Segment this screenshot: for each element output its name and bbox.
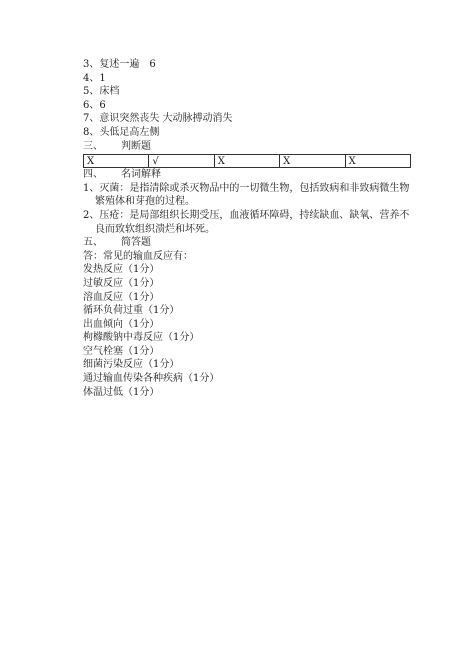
list-item: 体温过低（1分） [83, 386, 160, 398]
answer-line-3: 3、复述一遍 6 [83, 59, 156, 70]
list-item: 过敏反应（1分） [83, 277, 160, 289]
table-cell: X [84, 155, 149, 168]
judgment-answer-table [83, 154, 411, 168]
answer-line-7: 7、意识突然丧失 大动脉搏动消失 [83, 113, 233, 125]
section-title: 简答题 [121, 237, 151, 249]
list-item: 枸橼酸钠中毒反应（1分） [83, 332, 200, 344]
list-item: 通过输血传染各种疾病（1分） [83, 373, 220, 385]
answer-line-5: 5、床档 [83, 86, 120, 98]
section-heading-judgment [83, 140, 413, 154]
definition-sterilization: 1、灭菌：是指清除或杀灭物品中的一切微生物，包括致病和非致病微生物繁殖体和芽孢的过程。 [83, 182, 410, 208]
table-row [84, 155, 411, 168]
table-cell: X [214, 155, 279, 168]
list-item: 出血倾向（1分） [83, 318, 160, 330]
section-number: 五、 [83, 237, 103, 249]
answer-line-4: 4、1 [83, 72, 106, 84]
list-item: 空气栓塞（1分） [83, 345, 160, 357]
answer-line-6: 6、6 [83, 99, 106, 111]
list-item: 循环负荷过重（1分） [83, 305, 180, 317]
answer-line-8: 8、头低足高左侧 [83, 126, 160, 138]
section-heading-definitions [83, 168, 413, 182]
table-cell: X [345, 155, 410, 168]
section-number: 三、 [83, 140, 103, 152]
answer-intro: 答：常见的输血反应有： [83, 250, 193, 262]
table-cell: X [280, 155, 345, 168]
section-heading-short-answer [83, 236, 413, 250]
section-title: 名词解释 [121, 169, 161, 181]
list-item: 溶血反应（1分） [83, 291, 160, 303]
document-page [83, 58, 413, 399]
transfusion-reaction-list [83, 263, 413, 399]
definition-pressure-sore: 2、压疮：是局部组织长期受压，血液循环障碍，持续缺血、缺氧、营养不良而致软组织溃烂和坏死。 [83, 209, 410, 235]
section-title: 判断题 [121, 140, 151, 152]
list-item: 发热反应（1分） [83, 264, 160, 276]
list-item: 细菌污染反应（1分） [83, 359, 180, 371]
table-cell: √ [149, 155, 214, 168]
section-number: 四、 [83, 169, 103, 181]
